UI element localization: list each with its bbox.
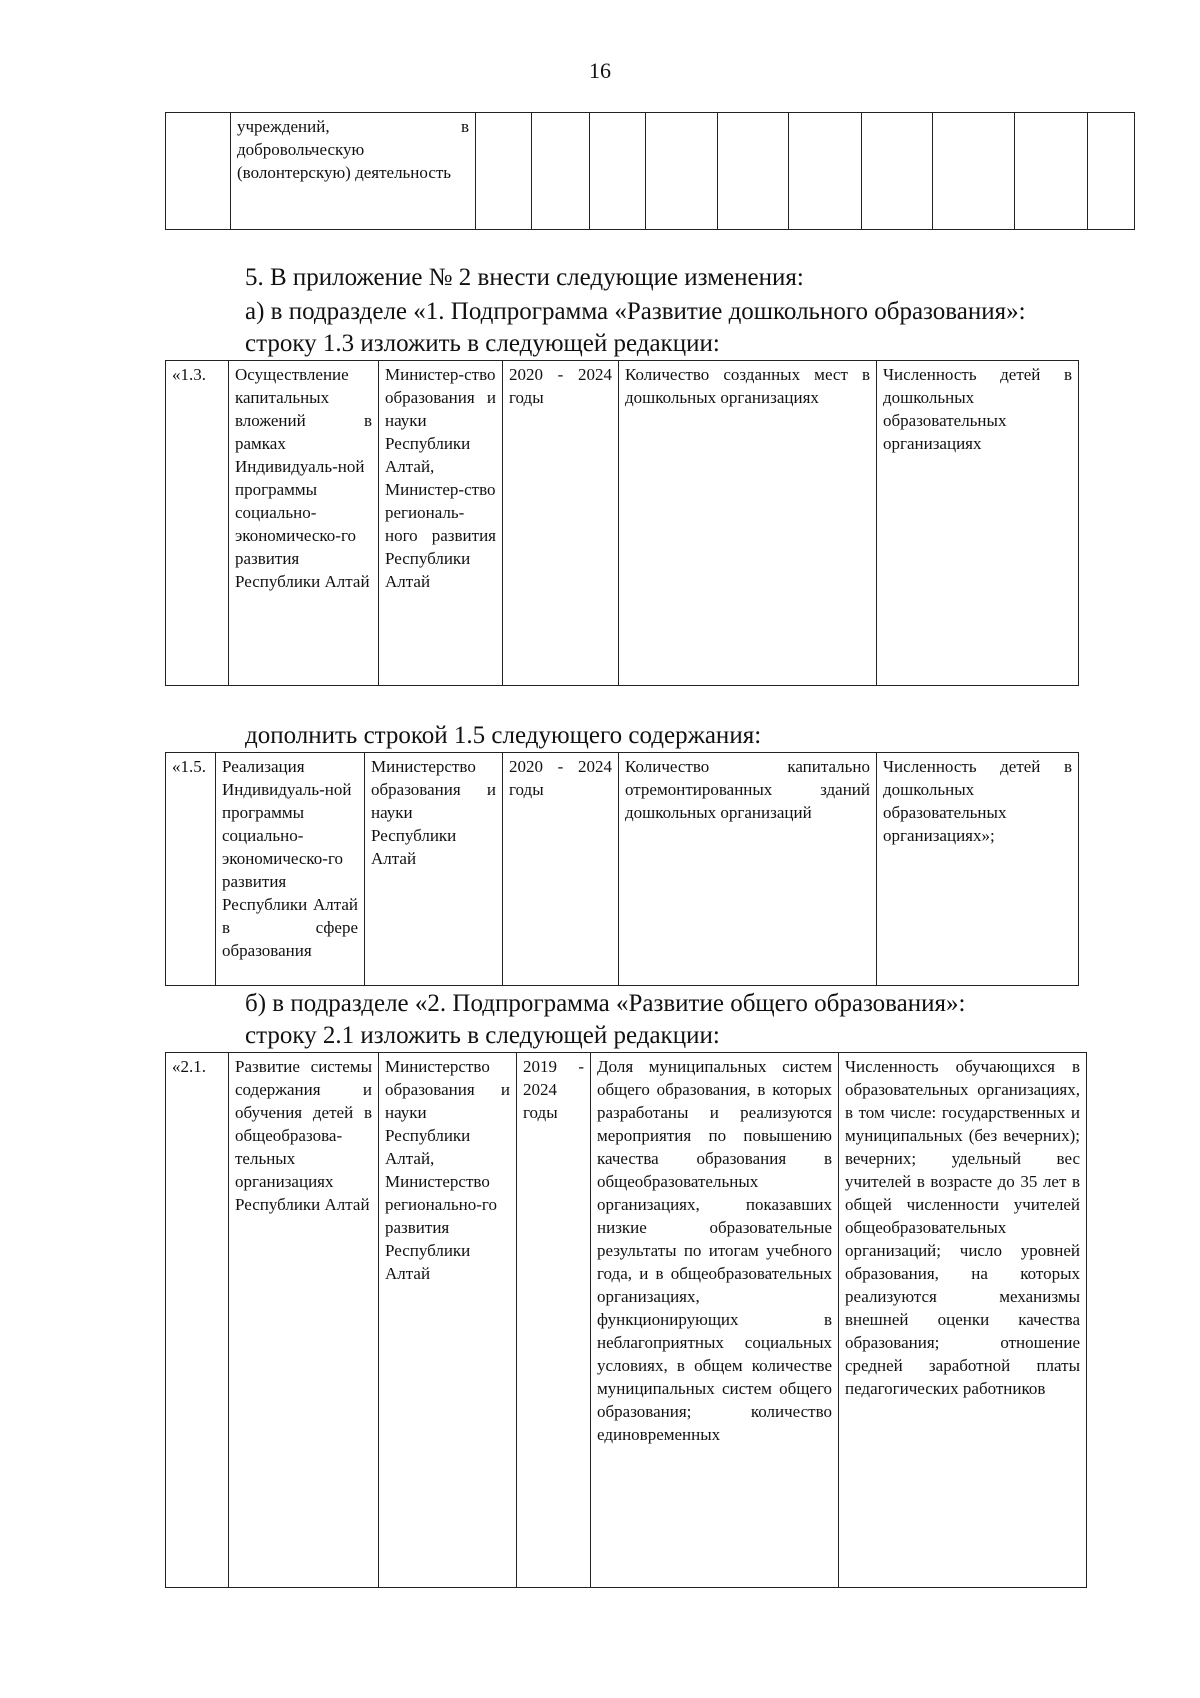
cell-target: Численность обучающихся в образовательных организациях, в том числе: государственных и муниципальных (без вечерних); вечерних; удельный вес учителей в возрасте до 35 лет в общей численности учителей общеобразовательных организаций; число уровней образования, на которых реализуются механизмы внешней оценки качества образования; отношение средней заработной платы педагогических работников <box>839 1053 1087 1588</box>
cell-target: Численность детей в дошкольных образовательных организациях»; <box>877 753 1079 986</box>
table-row <box>166 753 1079 986</box>
paragraph-row-2-1-instruction: строку 2.1 изложить в следующей редакции: <box>245 1022 720 1049</box>
cell-executor: Министерство образования и науки Республики Алтай <box>365 753 503 986</box>
table-row <box>166 361 1079 686</box>
cell-period: 2019 - 2024 годы <box>517 1053 591 1588</box>
cell-period: 2020 - 2024 годы <box>503 361 619 686</box>
paragraph-row-1-3-instruction: строку 1.3 изложить в следующей редакции: <box>245 330 720 357</box>
table-row <box>166 113 1135 230</box>
cell-indicator: Доля муниципальных систем общего образования, в которых разработаны и реализуются мероприятия по повышению качества образования в общеобразовательных организациях, показавших низкие образовательные результаты по итогам учебного года, и в общеобразовательных организациях, функционирующих в неблагоприятных социальных условиях, в общем количестве муниципальных систем общего образования; количество единовременных <box>591 1053 839 1588</box>
cell-activity-name: Осуществление капитальных вложений в рамках Индивидуаль-ной программы социально-экономическо-го развития Республики Алтай <box>229 361 379 686</box>
table-row-1-3 <box>165 360 1079 686</box>
cell-indicator: Количество капитально отремонтированных зданий дошкольных организаций <box>619 753 877 986</box>
cell-row-number: «1.3. <box>166 361 229 686</box>
cell-period: 2020 - 2024 годы <box>503 753 619 986</box>
cell-activity-name: Развитие системы содержания и обучения детей в общеобразова-тельных организациях Республики Алтай <box>229 1053 379 1588</box>
cell-row-number: «2.1. <box>166 1053 229 1588</box>
paragraph-subsection-b: б) в подразделе «2. Подпрограмма «Развитие общего образования»: <box>245 990 966 1017</box>
table-cell-num <box>166 113 231 230</box>
cell-indicator: Количество созданных мест в дошкольных организациях <box>619 361 877 686</box>
paragraph-add-row-1-5: дополнить строкой 1.5 следующего содержания: <box>245 722 762 749</box>
table-row <box>166 1053 1087 1588</box>
cell-executor: Министер-ство образования и науки Республики Алтай, Министер-ство региональ-ного развития Республики Алтай <box>379 361 503 686</box>
cell-activity-name: Реализация Индивидуаль-ной программы социально-экономическо-го развития Республики Алтай в сфере образования <box>216 753 365 986</box>
paragraph-subsection-a: а) в подразделе «1. Подпрограмма «Развитие дошкольного образования»: <box>245 298 1026 325</box>
cell-row-number: «1.5. <box>166 753 216 986</box>
table-row-2-1 <box>165 1052 1087 1588</box>
table-cell-text: учреждений, в добровольческую (волонтерскую) деятельность <box>231 113 476 230</box>
page-number: 16 <box>589 58 611 83</box>
cell-executor: Министерство образования и науки Республики Алтай, Министерство регионально-го развития Республики Алтай <box>379 1053 517 1588</box>
cell-target: Численность детей в дошкольных образовательных организациях <box>877 361 1079 686</box>
table-continuation <box>165 112 1135 230</box>
paragraph-item-5: 5. В приложение № 2 внести следующие изменения: <box>245 264 804 291</box>
table-row-1-5 <box>165 752 1079 986</box>
